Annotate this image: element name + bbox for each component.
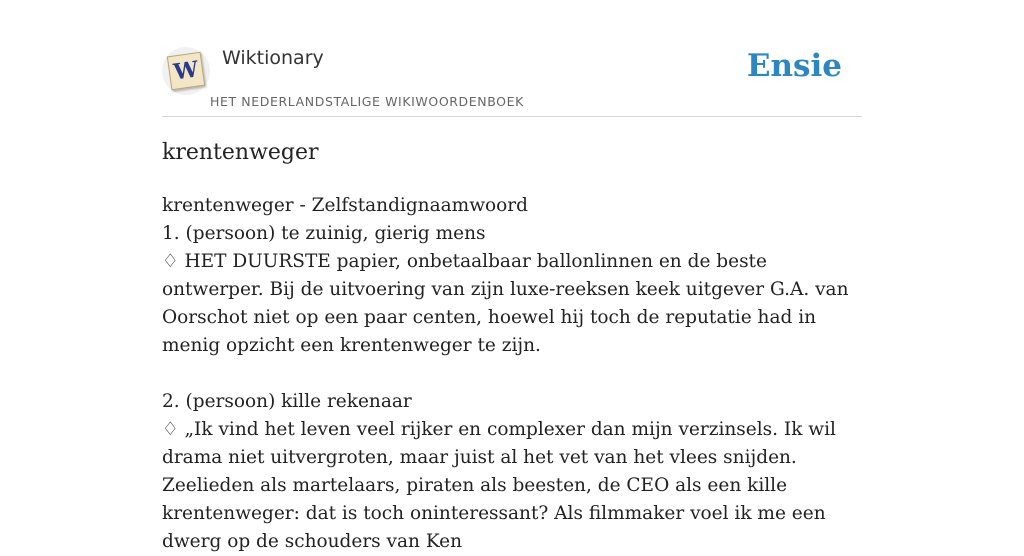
spacer (162, 360, 872, 388)
brand-logo[interactable]: Ensie (746, 48, 842, 84)
definition-heading: krentenweger - Zelfstandignaamwoord (162, 195, 528, 216)
example-2: ♢ „Ik vind het leven veel rijker en complexer dan mijn verzinsels. Ik wil drama niet uitvergroten, maar juist al het vet van het vlees snijden. Zeelieden als martelaars, piraten als beesten, de CEO als een kille krentenweger: dat is toch oninteressant? Als filmmaker voel ik me een dwerg op de schouders van Ken (162, 419, 836, 552)
site-header (162, 44, 862, 117)
sense-1: 1. (persoon) te zuinig, gierig mens (162, 223, 486, 244)
page-title: krentenweger (162, 140, 319, 165)
site-name[interactable]: Wiktionary (222, 47, 324, 69)
logo-tile-icon: W (167, 52, 205, 90)
definition-body (162, 192, 872, 556)
sense-2: 2. (persoon) kille rekenaar (162, 391, 412, 412)
site-tagline: HET NEDERLANDSTALIGE WIKIWOORDENBOEK (210, 94, 524, 109)
wiktionary-logo[interactable] (162, 47, 210, 95)
example-1: ♢ HET DUURSTE papier, onbetaalbaar ballonlinnen en de beste ontwerper. Bij de uitvoering van zijn luxe-reeksen keek uitgever G.A. van Oorschot niet op een paar centen, hoewel hij toch de reputatie had in menig opzicht een krentenweger te zijn. (162, 251, 849, 356)
